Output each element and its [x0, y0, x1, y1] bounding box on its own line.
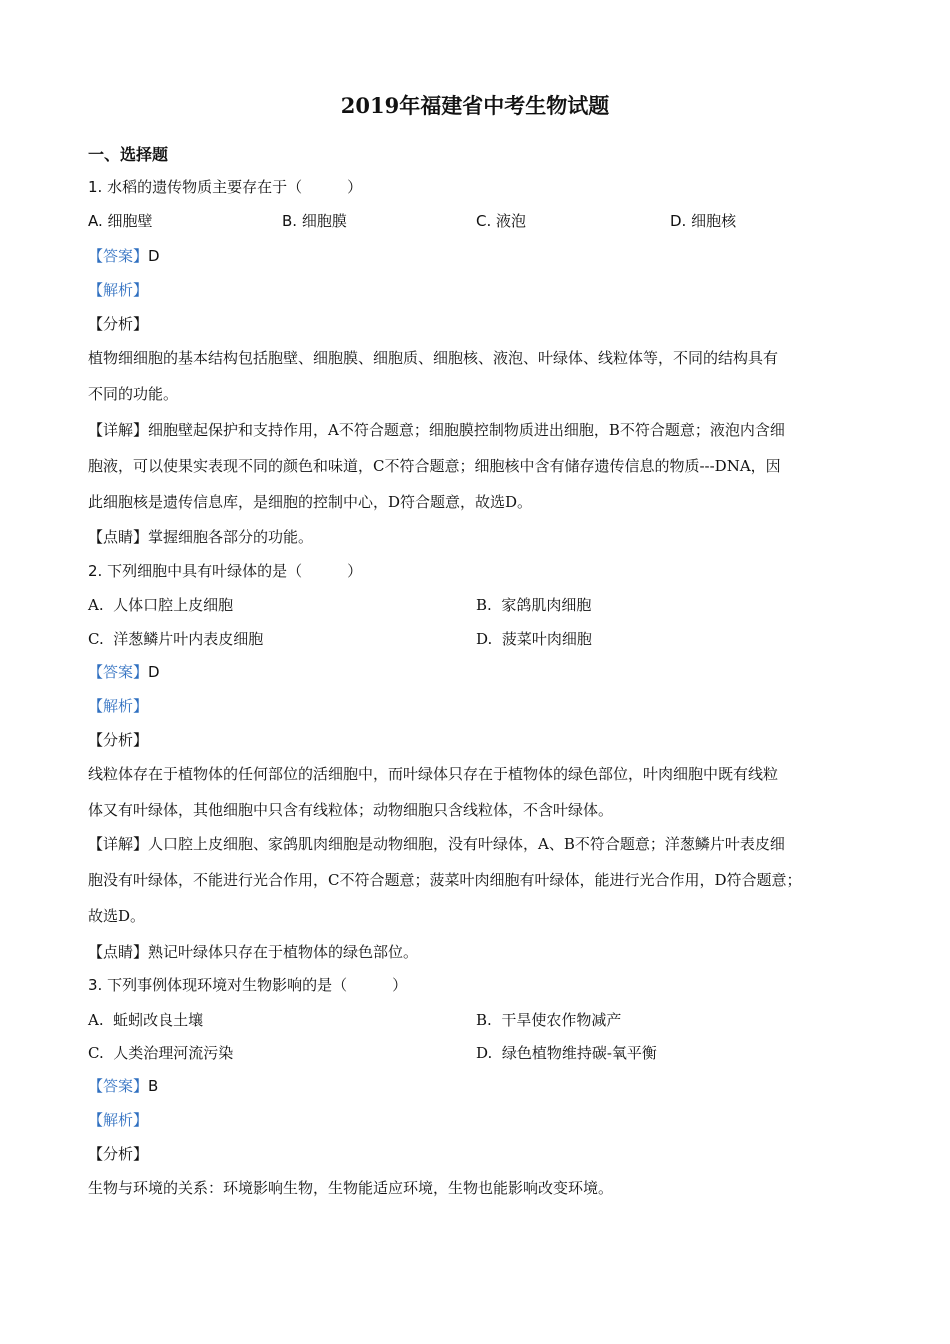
answer-label: 【答案】 [88, 247, 149, 265]
option-text: 细胞壁 [107, 212, 153, 230]
q2-option-b [476, 595, 591, 615]
question-number: 2. [88, 562, 103, 580]
question-2 [88, 561, 362, 581]
dianjing-text: 掌握细胞各部分的功能。 [148, 528, 314, 546]
q1-fenxi-line: 不同的功能。 [88, 385, 179, 403]
option-text: 菠菜叶肉细胞 [501, 630, 592, 648]
option-letter: D. [476, 1044, 493, 1062]
option-text: 细胞膜 [301, 212, 347, 230]
q3-analysis-label: 【解析】 [88, 1111, 149, 1129]
answer-value: D [148, 663, 160, 681]
question-stem: 下列细胞中具有叶绿体的是（ ） [107, 562, 363, 580]
q2-fenxi-line: 线粒体存在于植物体的任何部位的活细胞中，而叶绿体只存在于植物体的绿色部位，叶肉细胞中既有线粒 [88, 765, 779, 783]
q2-option-c [88, 629, 263, 649]
detail-text: 细胞壁起保护和支持作用，A不符合题意；细胞膜控制物质进出细胞，B不符合题意；液泡内含细 [148, 421, 785, 439]
dianjing-label: 【点睛】 [88, 943, 149, 961]
q2-option-a [88, 595, 233, 615]
detail-label: 【详解】 [88, 835, 149, 853]
page-title: 2019年福建省中考生物试题 [340, 93, 610, 118]
q2-detail-line: 故选D。 [88, 907, 146, 925]
q3-option-b [476, 1010, 621, 1030]
section-heading: 一、选择题 [88, 145, 169, 164]
option-letter: B. [476, 596, 492, 614]
q2-answer [88, 662, 160, 682]
option-text: 人类治理河流污染 [113, 1044, 234, 1062]
q1-answer [88, 246, 160, 266]
detail-label: 【详解】 [88, 421, 149, 439]
question-number: 3. [88, 976, 103, 994]
dianjing-label: 【点睛】 [88, 528, 149, 546]
option-text: 细胞核 [691, 212, 737, 230]
option-letter: C. [88, 630, 104, 648]
question-3 [88, 975, 407, 995]
q1-detail-line: 此细胞核是遗传信息库，是细胞的控制中心，D符合题意，故选D。 [88, 493, 533, 511]
q1-fenxi-label: 【分析】 [88, 315, 149, 333]
q1-option-c [476, 211, 526, 231]
q2-detail-line: 胞没有叶绿体，不能进行光合作用，C不符合题意；菠菜叶肉细胞有叶绿体，能进行光合作用，D符合题意； [88, 871, 802, 889]
q1-option-d [670, 211, 736, 231]
q2-fenxi-line: 体又有叶绿体，其他细胞中只含有线粒体；动物细胞只含线粒体，不含叶绿体。 [88, 801, 614, 819]
option-text: 蚯蚓改良土壤 [113, 1011, 204, 1029]
q1-fenxi-line: 植物细细胞的基本结构包括胞壁、细胞膜、细胞质、细胞核、液泡、叶绿体、线粒体等，不同的结构具有 [88, 349, 779, 367]
option-letter: A. [88, 212, 103, 230]
q2-analysis-label: 【解析】 [88, 697, 149, 715]
q2-dianjing [88, 942, 418, 962]
option-letter: A. [88, 596, 104, 614]
answer-value: D [148, 247, 160, 265]
answer-value: B [148, 1077, 159, 1095]
option-text: 人体口腔上皮细胞 [113, 596, 234, 614]
option-letter: B. [476, 1011, 492, 1029]
option-text: 液泡 [496, 212, 527, 230]
q1-dianjing [88, 527, 313, 547]
q1-option-a [88, 211, 153, 231]
q3-fenxi-label: 【分析】 [88, 1145, 149, 1163]
option-text: 绿色植物维持碳-氧平衡 [501, 1044, 657, 1062]
q2-fenxi-label: 【分析】 [88, 731, 149, 749]
option-letter: B. [282, 212, 298, 230]
q1-detail [88, 420, 785, 440]
option-letter: A. [88, 1011, 104, 1029]
q1-detail-line: 胞液，可以使果实表现不同的颜色和味道，C不符合题意；细胞核中含有储存遗传信息的物质---DNA，因 [88, 457, 781, 475]
option-letter: C. [476, 212, 492, 230]
q3-option-a [88, 1010, 203, 1030]
detail-text: 人口腔上皮细胞、家鸽肌肉细胞是动物细胞，没有叶绿体，A、B不符合题意；洋葱鳞片叶表皮细 [148, 835, 785, 853]
answer-label: 【答案】 [88, 1077, 149, 1095]
dianjing-text: 熟记叶绿体只存在于植物体的绿色部位。 [148, 943, 419, 961]
question-number: 1. [88, 178, 103, 196]
q1-option-b [282, 211, 347, 231]
option-letter: D. [476, 630, 493, 648]
option-text: 干旱使农作物减产 [501, 1011, 622, 1029]
question-stem: 下列事例体现环境对生物影响的是（ ） [107, 976, 408, 994]
q3-option-d [476, 1043, 657, 1063]
q3-fenxi-line: 生物与环境的关系：环境影响生物，生物能适应环境，生物也能影响改变环境。 [88, 1179, 614, 1197]
option-letter: D. [670, 212, 687, 230]
q2-option-d [476, 629, 592, 649]
option-text: 洋葱鳞片叶内表皮细胞 [113, 630, 264, 648]
q2-detail [88, 834, 785, 854]
answer-label: 【答案】 [88, 663, 149, 681]
q3-option-c [88, 1043, 233, 1063]
question-stem: 水稻的遗传物质主要存在于（ ） [107, 178, 363, 196]
q3-answer [88, 1076, 158, 1096]
q1-analysis-label: 【解析】 [88, 281, 149, 299]
option-text: 家鸽肌肉细胞 [501, 596, 592, 614]
option-letter: C. [88, 1044, 104, 1062]
question-1 [88, 177, 362, 197]
